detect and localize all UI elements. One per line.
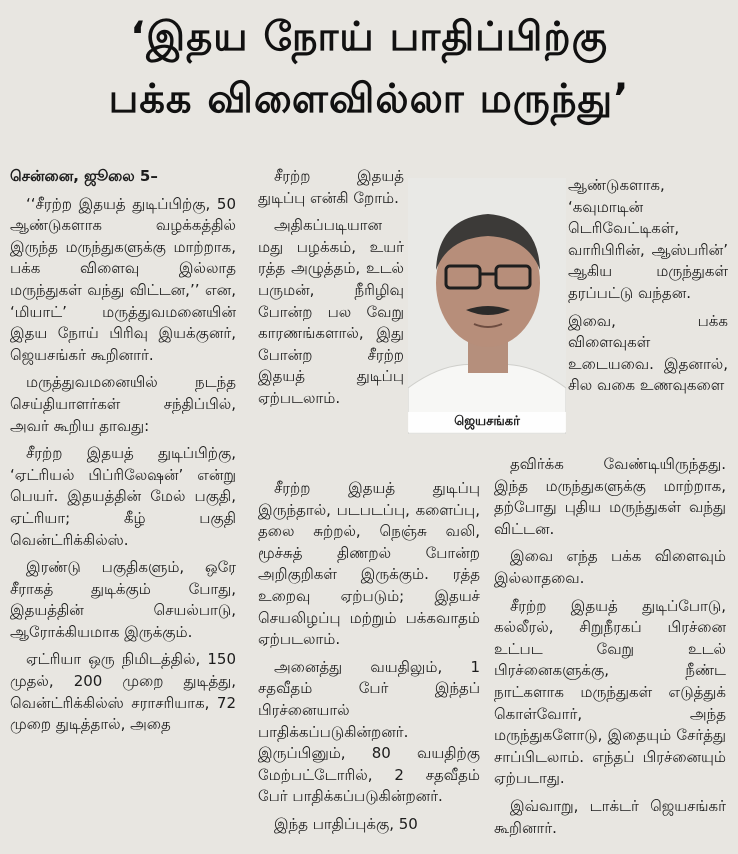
paragraph: சீரற்ற இதயத் துடிப்பிற்கு, ‘ஏட்ரியல் பிப்ரிலேஷன்’ என்று பெயர். இதயத்தின் மேல் பகுதி, ஏட்ரியா; கீழ் பகுதி வென்ட்ரிக்கில்ஸ்.: [10, 444, 236, 549]
headline: [0, 6, 738, 130]
paragraph: அதிகப்படியான மது பழக்கம், உயர் ரத்த அழுத்தம், உடல் பருமன், நீரிழிவு போன்ற பல வேறு காரணங்களால், இது போன்ற சீரற்ற இதயத் துடிப்பு ஏற்படலாம்.: [258, 216, 404, 407]
paragraph: சீரற்ற இதயத் துடிப்போடு, கல்லீரல், சிறுநீரகப் பிரச்னை உட்பட வேறு உடல் பிரச்னைகளுக்கு, நீண்ட நாட்களாக மருந்துகள் எடுத்துக் கொள்வோர், அந்த மருந்துகளோடு, இதையும் சேர்த்து சாப்பிடலாம். எந்தப் பிரச்னையும் ஏற்படாது.: [494, 596, 726, 788]
portrait-illustration: [408, 178, 566, 434]
paragraph: இவ்வாறு, டாக்டர் ஜெயசங்கர் கூறினார்.: [494, 796, 726, 837]
headline-line-2: பக்க விளைவில்லா மருந்து’: [108, 76, 630, 122]
headline-line-1: ‘இதய நோய் பாதிப்பிற்கு: [130, 14, 608, 60]
paragraph: மருத்துவமனையில் நடந்த செய்தியாளர்கள் சந்திப்பில், அவர் கூறிய தாவது:: [10, 373, 236, 435]
article-column-1: [10, 166, 236, 742]
paragraph: ஏட்ரியா ஒரு நிமிடத்தில், 150 முதல், 200 முறை துடித்து, வென்ட்ரிக்கில்ஸ் சராசரியாக, 72 முறை துடித்தால், அதை: [10, 650, 236, 734]
paragraph: சீரற்ற இதயத் துடிப்பு இருந்தால், படபடப்பு, களைப்பு, தலை சுற்றல், நெஞ்சு வலி, மூச்சுத் திணறல் போன்ற அறிகுறிகள் இருக்கும். ரத்த உறைவு ஏற்படும்; இதயச் செயலிழப்பு மற்றும் பக்கவாதம் ஏற்படலாம்.: [258, 479, 480, 649]
photo-caption: ஜெயசங்கர்: [408, 412, 566, 432]
dateline: சென்னை, ஜூலை 5–: [10, 167, 158, 185]
paragraph: சீரற்ற இதயத் துடிப்பு என்கி றோம்.: [258, 167, 404, 207]
article-column-2-top: [258, 166, 404, 416]
paragraph: தவிர்க்க வேண்டியிருந்தது. இந்த மருந்துகளுக்கு மாற்றாக, தற்போது புதிய மருந்துகள் வந்து விட்டன.: [494, 455, 726, 538]
paragraph: இவை, பக்க விளைவுகள் உடையவை. இதனால், சில வகை உணவுகளை: [568, 311, 728, 395]
paragraph: இவை எந்த பக்க விளைவும் இல்லாதவை.: [494, 547, 726, 587]
article-column-2: [258, 478, 480, 842]
paragraph: ‘‘சீரற்ற இதயத் துடிப்பிற்கு, 50 ஆண்டுகளாக வழக்கத்தில் இருந்த மருந்துகளுக்கு மாற்றாக, பக்க விளைவு இல்லாத மருந்துகள் வந்து விட்டன,’’ என, ‘மியாட்’ மருத்துவமனையின் இதய நோய் பிரிவு இயக்குனர், ஜெயசங்கர் கூறினார்.: [10, 194, 236, 364]
article-column-3: [494, 454, 726, 845]
paragraph: அனைத்து வயதிலும், 1 சதவீதம் பேர் இந்தப் பிரச்னையால் பாதிக்கப்படுகின்றனர். இருப்பினும், 80 வயதிற்கு மேற்பட்டோரில், 2 சதவீதம் பேர் பாதிக்கப்படுகின்றனர்.: [258, 657, 480, 806]
article-column-3-top: [568, 175, 728, 403]
paragraph: இரண்டு பகுதிகளும், ஒரே சீராகத் துடிக்கும் போது, இதயத்தின் செயல்பாடு, ஆரோக்கியமாக இருக்கும்.: [10, 558, 236, 641]
paragraph: இந்த பாதிப்புக்கு, 50: [274, 814, 418, 833]
paragraph: ஆண்டுகளாக, ‘கவுமாடின் டெரிவேட்டிகள், வாரிபிரின், ஆஸ்பரின்’ ஆகிய மருந்துகள் தரப்பட்டு வந்தன.: [568, 176, 728, 302]
portrait-photo: [408, 178, 566, 434]
